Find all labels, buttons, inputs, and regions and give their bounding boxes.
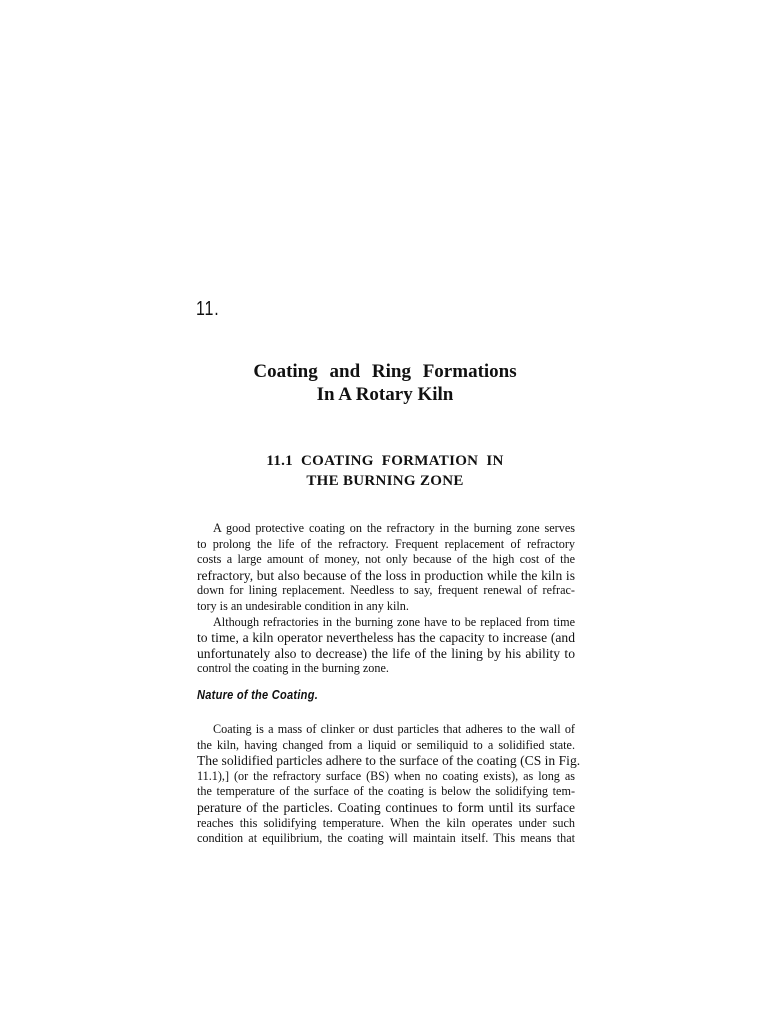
chapter-title	[196, 360, 574, 406]
chapter-number: 11.	[196, 298, 220, 320]
section-heading-line-1: 11.1 COATING FORMATION IN	[266, 453, 504, 469]
paragraph-3-line: The solidified particles adhere to the surface of the coating (CS in Fig.	[197, 753, 581, 769]
paragraph-1-line: down for lining replacement. Needless to say, frequent renewal of refrac-	[197, 583, 575, 598]
paragraph-2-line: Although refractories in the burning zone have to be replaced from time	[213, 614, 575, 629]
paragraph-2-line: unfortunately also to decrease) the life of the lining by his ability to	[197, 645, 575, 661]
chapter-title-line-2: In A Rotary Kiln	[316, 384, 454, 405]
paragraph-1-line: refractory, but also because of the loss in production while the kiln is	[197, 567, 575, 583]
paragraph-1-line: tory is an undesirable condition in any kiln.	[197, 598, 409, 613]
paragraph-3-line: the kiln, having changed from a liquid or semiliquid to a solidified state.	[197, 737, 575, 752]
paragraph-1-line: costs a large amount of money, not only because of the high cost of the	[197, 552, 575, 567]
paragraph-2-line: control the coating in the burning zone.	[197, 661, 389, 676]
body-text-section-2	[197, 722, 581, 847]
paragraph-3-line: the temperature of the surface of the coating is below the solidifying tem-	[197, 784, 575, 799]
paragraph-3-line: condition at equilibrium, the coating will maintain itself. This means that	[197, 831, 575, 846]
subheading-nature-of-coating: Nature of the Coating.	[197, 687, 319, 702]
section-heading	[196, 451, 574, 491]
paragraph-1-line: to prolong the life of the refractory. Frequent replacement of refractory	[197, 536, 575, 551]
paragraph-3-line: 11.1),] (or the refractory surface (BS) when no coating exists), as long as	[197, 768, 575, 783]
paragraph-3-line: Coating is a mass of clinker or dust particles that adheres to the wall of	[213, 722, 575, 736]
chapter-title-line-1: Coating and Ring Formations	[253, 361, 517, 382]
paragraph-1-line: A good protective coating on the refractory in the burning zone serves	[213, 521, 575, 535]
paragraph-2-line: to time, a kiln operator nevertheless has the capacity to increase (and	[197, 630, 575, 646]
body-text-section-1	[197, 521, 575, 677]
paragraph-3-line: reaches this solidifying temperature. When the kiln operates under such	[197, 815, 575, 830]
paragraph-3-line: perature of the particles. Coating continues to form until its surface	[197, 799, 575, 815]
section-heading-line-2: THE BURNING ZONE	[306, 473, 464, 489]
